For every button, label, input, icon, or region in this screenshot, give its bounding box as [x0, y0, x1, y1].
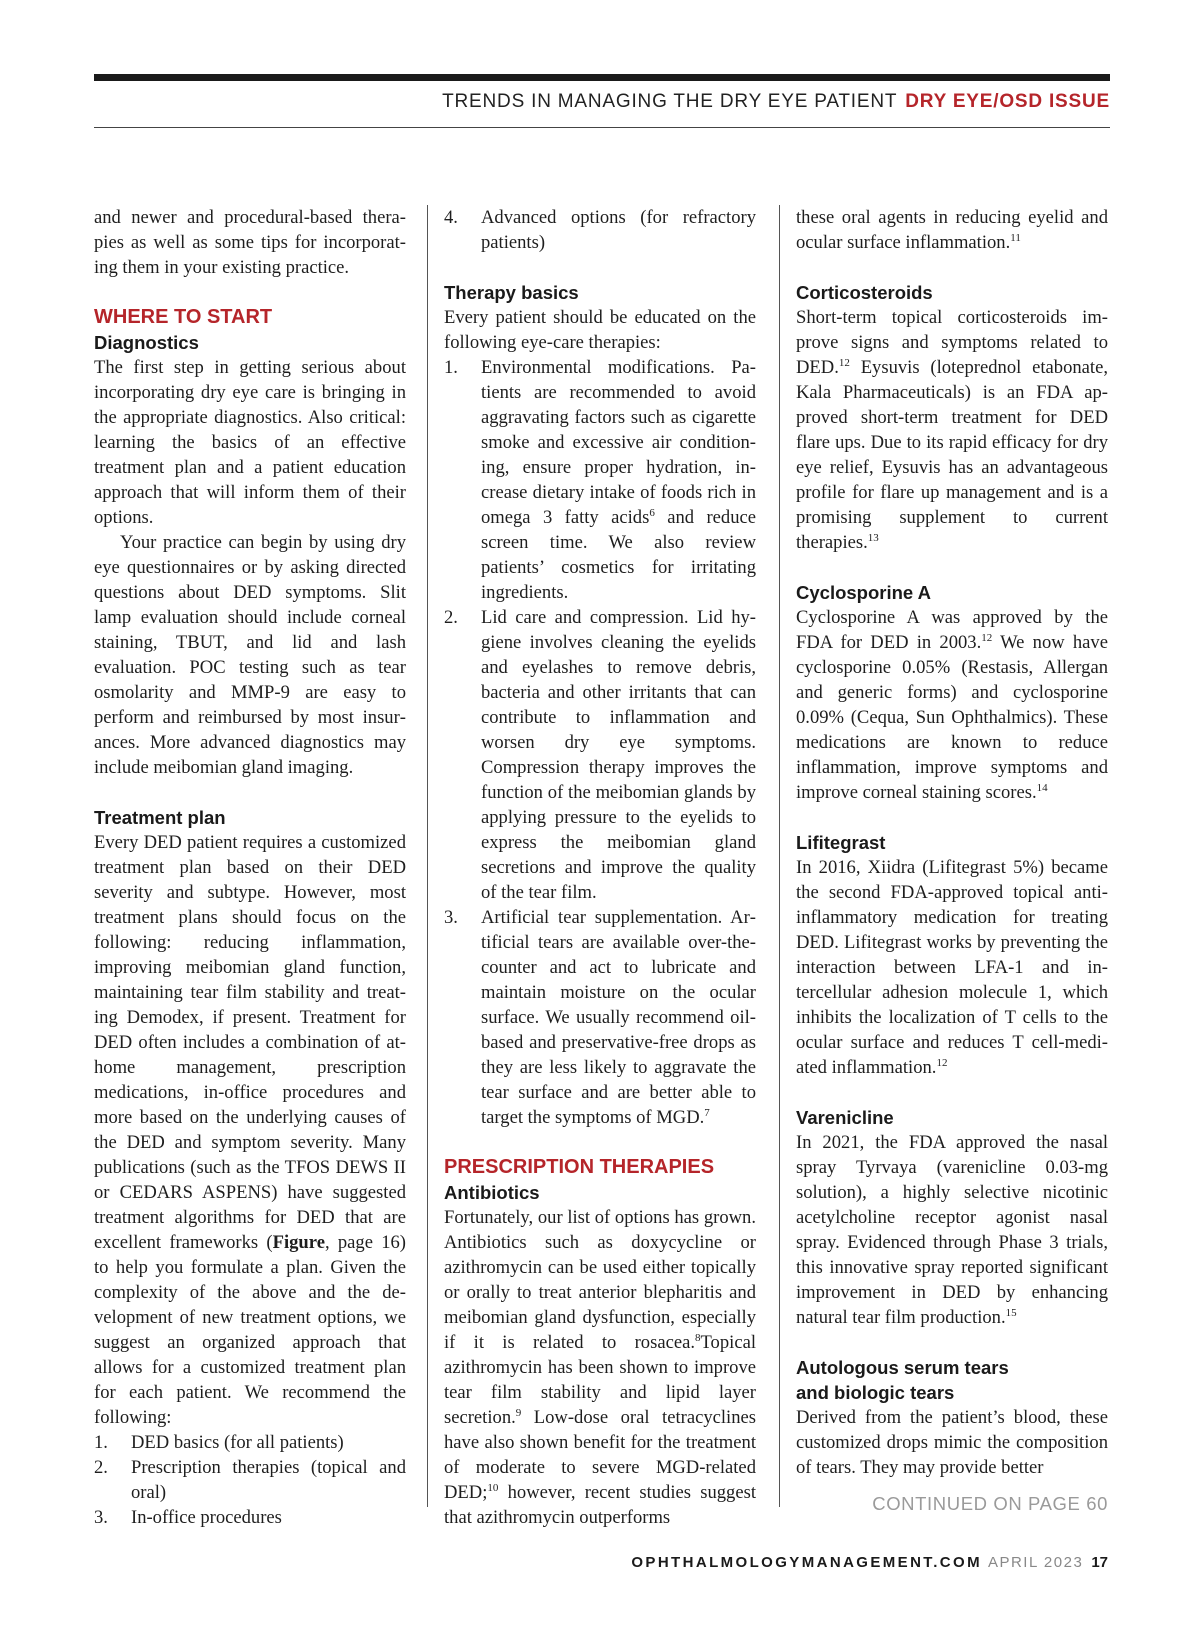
list-number: 2. — [94, 1457, 108, 1478]
treatment-text-b: , page 16) to help you formulate a plan. Given the complexity of the above and the development of new treatment options, we suggest an organized approach that allows for a customized treatment plan for each patient. We recommend the following: — [94, 1232, 406, 1428]
column-1 — [94, 205, 406, 1530]
antibiotics-text-a: Fortunately, our list of options has grown. Antibiotics such as doxycycline or azithromycin can be used either topically or orally to treat anterior blepharitis and meibomian gland dysfunction, especially if it is related to rosacea. — [444, 1207, 756, 1353]
cyclosporine-text-a: Cyclosporine A was approved by the FDA for DED in 2003. — [796, 607, 1108, 653]
citation: 11 — [1010, 232, 1021, 244]
list-number: 1. — [444, 357, 458, 378]
varenicline-text: In 2021, the FDA approved the nasal spray Tyrvaya (varenicline 0.03-mg solution), a highly selective nicotinic acetylcholine receptor agonist nasal spray. Evidenced through Phase 3 trials, this innovative spray reported significant improvement in DED by enhancing natural tear film production. — [796, 1132, 1108, 1328]
therapy-basics-paragraph: Every patient should be educated on the following eye-care therapies: — [444, 307, 756, 353]
corticosteroids-paragraph — [796, 305, 1108, 555]
therapy-item-environmental — [444, 355, 756, 605]
citation: 9 — [515, 1407, 522, 1419]
therapy-item-lid-care — [444, 605, 756, 905]
footer-date: APRIL 2023 — [987, 1554, 1084, 1571]
approach-list — [94, 1430, 406, 1530]
list-item — [94, 1455, 406, 1505]
intro-paragraph: and newer and procedural-based therapies as well as some tips for incorporating them in your existing practice. — [94, 207, 406, 278]
column-divider-2 — [779, 205, 780, 1507]
citation: 15 — [1005, 1307, 1017, 1319]
item-text: Lid care and compression. Lid hygiene involves cleaning the eyelids and eyelashes to remove debris, bacteria and other irritants that can contribute to inflammation and worsen dry eye symptoms. Compression therapy improves the function of the meibomian glands by applying pressure to the eyelids to express the meibomian gland secretions and improve the quality of the tear film. — [481, 607, 756, 903]
page-number: 17 — [1091, 1554, 1108, 1571]
antibiotics-text-d: however, recent studies suggest that azithromycin outperforms — [444, 1482, 756, 1528]
therapy-item-artificial-tears — [444, 905, 756, 1130]
corticosteroids-text-b: Eysuvis (loteprednol etabonate, Kala Pharmaceuticals) is an FDA approved short-term treatment for DED flare ups. Due to its rapid efficacy for dry eye relief, Eysuvis has an advantageous profile for flare up management and is a promising supplement to current therapies. — [796, 357, 1108, 553]
treatment-text-a: Every DED patient requires a customized treatment plan based on their DED severity and subtype. However, most treatment plans should focus on the following: reducing inflammation, improving meibomian gland function, maintaining tear film stability and treating Demodex, if present. Treatment for DED often includes a combination of at-home management, prescription medications, in-office procedures and more based on the underlying causes of the DED and symptom severity. Many publications (such as the TFOS DEWS II or CEDARS ASPENS) have suggested treatment algorithms for DED that are excellent frameworks ( — [94, 832, 406, 1253]
continuation-paragraph — [796, 205, 1108, 255]
list-number: 2. — [444, 607, 458, 628]
continued-on-page: CONTINUED ON PAGE 60 — [872, 1493, 1108, 1514]
list-number: 4. — [444, 207, 458, 228]
header-top-rule — [94, 74, 1110, 81]
list-text: In-office procedures — [131, 1507, 282, 1528]
diagnostics-paragraph-1: The first step in getting serious about incorporating dry eye care is bringing in the appropriate diagnostics. Also critical: learning the basics of an effective treatment plan and a patient education approach that will inform them of their options. — [94, 357, 406, 528]
figure-reference: Figure — [272, 1232, 325, 1253]
citation: 10 — [487, 1482, 499, 1494]
antibiotics-text-b: Topical azithromycin has been shown to improve tear film stability and lipid layer secretion. — [444, 1332, 756, 1428]
citation: 6 — [649, 507, 655, 519]
item-text: Environmental modifications. Patients are recommended to avoid aggravating factors such as cigarette smoke and excessive air conditioning, ensure proper hydration, increase dietary intake of foods rich in omega 3 fatty acids — [481, 357, 756, 528]
list-text: Prescription therapies (topical and oral) — [131, 1457, 406, 1503]
subheading-line-2: and biologic tears — [796, 1382, 955, 1403]
footer-site: OPHTHALMOLOGYMANAGEMENT.COM — [631, 1554, 982, 1571]
cyclosporine-text-b: We now have cyclosporine 0.05% (Restasis, Allergan and generic forms) and cyclosporine 0.09% (Cequa, Sun Ophthalmics). These medications are known to reduce inflammation, improve symptoms and improve corneal staining scores. — [796, 632, 1108, 803]
list-text: DED basics (for all patients) — [131, 1432, 344, 1453]
list-item — [94, 1430, 406, 1455]
approach-list-continued — [444, 205, 756, 255]
lifitegrast-paragraph — [796, 855, 1108, 1080]
header-underline — [94, 127, 1110, 128]
citation: 13 — [867, 532, 879, 544]
cyclosporine-paragraph — [796, 605, 1108, 805]
antibiotics-text-c: Low-dose oral tetracyclines have also shown benefit for the treatment of moderate to severe MGD-related DED; — [444, 1407, 756, 1503]
running-head — [442, 91, 1110, 113]
list-number: 3. — [94, 1507, 108, 1528]
list-item — [444, 205, 756, 255]
serum-tears-paragraph: Derived from the patient’s blood, these customized drops mimic the composition of tears. They may provide better — [796, 1407, 1108, 1478]
column-3 — [796, 205, 1108, 1480]
citation: 8 — [695, 1332, 701, 1344]
item-text: and reduce screen time. We also review patients’ cosmetics for irritating ingredients. — [481, 507, 757, 603]
therapy-list — [444, 355, 756, 1130]
corticosteroids-text-a: Short-term topical corticosteroids improve signs and symptoms related to DED. — [796, 307, 1108, 378]
citation: 7 — [704, 1107, 710, 1119]
list-number: 3. — [444, 907, 458, 928]
list-item — [94, 1505, 406, 1530]
section-heading-prescription-therapies: PRESCRIPTION THERAPIES — [444, 1156, 715, 1178]
column-divider-1 — [427, 205, 428, 1507]
varenicline-paragraph — [796, 1130, 1108, 1330]
page-footer — [631, 1554, 1108, 1571]
running-head-issue: DRY EYE/OSD ISSUE — [905, 91, 1110, 112]
continuation-text: these oral agents in reducing eyelid and ocular surface inflammation. — [796, 207, 1108, 253]
subheading-serum-tears — [796, 1355, 1108, 1405]
citation: 14 — [1036, 782, 1048, 794]
citation: 12 — [936, 1057, 948, 1069]
subheading-varenicline: Varenicline — [796, 1107, 894, 1128]
lifitegrast-text: In 2016, Xiidra (Lifitegrast 5%) became the second FDA-approved topical anti-inflammatory medication for treating DED. Lifitegrast works by preventing the interaction between LFA-1 and intercellular adhesion molecule 1, which inhibits the localization of T cells to the ocular surface and reduces T cell-mediated inflammation. — [796, 857, 1108, 1078]
diagnostics-paragraph-2: Your practice can begin by using dry eye questionnaires or by asking directed questions about DED symptoms. Slit lamp evaluation should include corneal staining, TBUT, and lid and lash evaluation. POC testing such as tear osmolarity and MMP-9 are easy to perform and reimbursed by most insurances. More advanced diagnostics may include meibomian gland imaging. — [94, 532, 406, 778]
subheading-treatment-plan: Treatment plan — [94, 807, 226, 828]
item-text: Artificial tear supplementation. Artificial tears are available over-the-counter and act to lubricate and maintain moisture on the ocular surface. We usually recommend oil-based and preservative-free drops as they are less likely to aggravate the tear surface and are better able to target the symptoms of MGD. — [481, 907, 756, 1128]
subheading-lifitegrast: Lifitegrast — [796, 832, 886, 853]
subheading-therapy-basics: Therapy basics — [444, 282, 579, 303]
running-head-title: TRENDS IN MANAGING THE DRY EYE PATIENT — [442, 91, 898, 112]
treatment-plan-paragraph — [94, 830, 406, 1430]
subheading-line-1: Autologous serum tears — [796, 1357, 1009, 1378]
antibiotics-paragraph — [444, 1205, 756, 1530]
section-heading-where-to-start: WHERE TO START — [94, 306, 273, 328]
list-text: Advanced options (for refractory patients) — [481, 207, 756, 253]
subheading-antibiotics: Antibiotics — [444, 1182, 540, 1203]
subheading-cyclosporine: Cyclosporine A — [796, 582, 932, 603]
list-number: 1. — [94, 1432, 108, 1453]
citation: 12 — [981, 632, 993, 644]
subheading-corticosteroids: Corticosteroids — [796, 282, 933, 303]
subheading-diagnostics: Diagnostics — [94, 332, 199, 353]
column-2 — [444, 205, 756, 1530]
citation: 12 — [838, 357, 850, 369]
